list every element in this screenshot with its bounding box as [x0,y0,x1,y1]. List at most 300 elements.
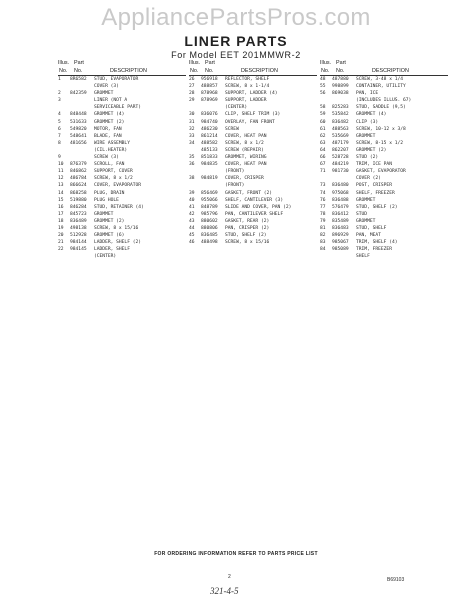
parts-row [320,119,452,126]
part-description: GASKET, FRONT (2) [225,190,273,196]
parts-row [189,140,321,147]
part-description: SHELF, CANTILEVER (3) [225,197,284,203]
parts-row [189,147,321,154]
part-number: 981730 [332,169,349,175]
part-number: 880602 [201,218,218,224]
part-header: Part [74,60,84,66]
illus-number: 82 [320,233,326,239]
parts-row [320,76,452,83]
part-description: SCREW, 8-15 x 1/2 [356,140,404,146]
part-number: 956918 [201,77,218,82]
illus-number: 30 [189,112,195,118]
part-number: 851833 [201,155,218,161]
part-description: GROMMET (2) [356,147,387,153]
part-number: 984145 [70,247,87,253]
column-header [58,60,190,76]
ordering-note: FOR ORDERING INFORMATION REFER TO PARTS PRICE LIST [154,551,318,557]
parts-row [320,246,452,253]
watermark: AppliancePartsPros.com [101,4,371,31]
illus-number: 44 [189,225,195,231]
parts-row [189,126,321,133]
part-no-header: No. [205,68,214,74]
part-number [70,83,94,90]
parts-row [189,175,321,182]
part-description: MOTOR, FAN [94,126,122,132]
part-description: SLIDE AND COVER, PAN (2) [225,204,292,210]
parts-row [320,161,452,168]
part-description: SUPPORT, LADDER [225,98,267,104]
part-description: LADDER, SHELF (2) [94,240,142,246]
illus-number: 73 [320,183,326,189]
part-number: 836483 [332,225,349,231]
part-number [332,253,356,260]
part-description: LADDER, SHELF [94,247,130,253]
parts-row [189,97,321,104]
part-number: 836076 [201,112,218,118]
illus-number: 35 [189,155,195,161]
part-description: (INCLUDES ILLUS. 67) [356,98,412,104]
illus-number: 1 [58,77,61,82]
part-description: PAN, CRISPER (2) [225,225,270,231]
part-number: 487880 [332,77,349,82]
part-number: 955066 [201,197,218,203]
part-description: PAN, CANTILEVER SHELF [225,211,284,217]
part-description: (FRONT) [225,169,245,175]
illus-number: 83 [320,240,326,246]
parts-row [320,190,452,197]
parts-row [58,204,190,211]
part-number: 984740 [201,119,218,125]
illus-no-header: No. [59,68,68,74]
illus-number: 15 [58,197,64,203]
part-description: GROMMET [356,197,376,203]
part-description: GROMMET (2) [94,218,125,224]
part-number [201,168,225,175]
part-number: 488498 [201,240,218,246]
part-description: SHELF [356,254,370,260]
parts-row [320,133,452,140]
part-number: 481656 [70,140,87,146]
illus-number: 56 [320,91,326,97]
illus-header: Illus. [320,60,332,66]
parts-row [320,175,452,182]
part-number: 985796 [201,211,218,217]
parts-row [320,147,452,154]
parts-row [320,204,452,211]
part-number: 878969 [201,98,218,104]
part-description: GROMMET [356,218,376,224]
illus-number: 28 [189,91,195,97]
parts-column-2 [189,60,321,246]
part-description: GROMMET [94,91,114,97]
illus-number: 29 [189,98,195,104]
part-no-header: No. [74,68,83,74]
parts-row [320,140,452,147]
part-number: 869038 [332,91,349,97]
part-description: SCREW, 8 x 1/2 [225,140,264,146]
part-number: 984144 [70,240,87,246]
part-number: 985089 [332,247,349,253]
illus-number: 46 [189,240,195,246]
part-number: 876379 [70,162,87,168]
part-description: CONTAINER, UTILITY [356,84,406,90]
part-description: SHELF, FREEZER [356,190,395,196]
parts-row [58,232,190,239]
illus-number: 26 [189,77,195,82]
part-number: 984835 [201,162,218,168]
illus-number: 77 [320,204,326,210]
parts-row [58,133,190,140]
part-header: Part [336,60,346,66]
illus-number: 19 [58,225,64,231]
part-number: 825283 [332,105,349,111]
part-description: TRIM, FREEZER [356,247,392,253]
parts-row [320,253,452,260]
part-description: SCREW (3) [94,155,119,161]
illus-number: 16 [58,204,64,210]
page-title: LINER PARTS [184,33,288,49]
part-number: 484219 [332,162,349,168]
illus-number: 79 [320,218,326,224]
parts-row [189,211,321,218]
parts-row [58,104,190,111]
part-description: SUPPORT, COVER [94,169,133,175]
part-number: 896929 [332,233,349,239]
illus-number [189,168,201,175]
part-number [70,253,94,260]
parts-row [58,154,190,161]
parts-row [189,83,321,90]
part-description: REFLECTOR, SHELF [225,77,270,82]
part-description: STUD, SHELF (2) [225,233,267,239]
rows [58,76,190,260]
description-header: DESCRIPTION [110,68,147,74]
part-description: TRIM, ICE PAN [356,162,392,168]
illus-number: 2 [58,91,61,97]
parts-row [58,225,190,232]
part-description: GROMMET (2) [94,119,125,125]
illus-number: 45 [189,233,195,239]
illus-number: 67 [320,162,326,168]
illus-number [58,83,70,90]
part-number [332,97,356,104]
part-description: COVER, EVAPORATOR [94,183,142,189]
part-header: Part [205,60,215,66]
parts-column-3 [320,60,452,260]
illus-number: 5 [58,119,61,125]
illus-number: 48 [320,77,326,82]
part-description: STUD, SHELF (2) [356,204,398,210]
parts-row [58,246,190,253]
part-number [70,154,94,161]
part-description: TRIM, SHELF (4) [356,240,398,246]
part-number: 846284 [70,204,87,210]
part-number: 878968 [201,91,218,97]
parts-row [189,239,321,246]
illus-number [58,253,70,260]
part-number: 868258 [70,190,87,196]
parts-row [189,161,321,168]
part-description: SCROLL, FAN [94,162,125,168]
part-description: SCREW, 3-48 x 1/4 [356,77,404,82]
part-description: GROMMET, WIRING [225,155,267,161]
part-description: (CENTER) [225,105,248,111]
column-header [320,60,452,76]
part-number: 548641 [70,133,87,139]
illus-no-header: No. [190,68,199,74]
parts-row [189,232,321,239]
part-description: GROMMET (4) [356,112,387,118]
part-number [201,104,225,111]
part-number: 842359 [70,91,87,97]
part-number [70,104,94,111]
illus-number: 76 [320,197,326,203]
part-description: POST, CRISPER [356,183,392,189]
illus-number: 18 [58,218,64,224]
part-description: BLADE, FAN [94,133,122,139]
parts-row [320,154,452,161]
parts-row [320,197,452,204]
part-number: 486784 [70,176,87,182]
model-subtitle: For Model EET 201MMWR-2 [171,50,301,60]
illus-number [58,104,70,111]
part-number: 836488 [332,197,349,203]
parts-row [189,218,321,225]
parts-row [189,225,321,232]
part-description: STUD, RETAINER (4) [94,204,144,210]
illus-number: 43 [189,218,195,224]
illus-number: 36 [189,162,195,168]
illus-number: 14 [58,190,64,196]
illus-number: 55 [320,84,326,90]
part-number: 984819 [201,176,218,182]
part-description: LINER (NOT A [94,98,128,104]
parts-row [320,211,452,218]
parts-row [320,232,452,239]
illus-number: 33 [189,133,195,139]
parts-row [189,111,321,118]
part-number: 487179 [332,140,349,146]
illus-number: 38 [189,176,195,182]
parts-row [189,168,321,175]
part-number: 836489 [70,218,87,224]
illus-number: 3 [58,98,61,104]
part-number [332,175,356,182]
part-description: PAN, ICE [356,91,379,97]
illus-number: 7 [58,133,61,139]
part-description: STUD [356,211,368,217]
illus-number: 34 [189,140,195,146]
part-description: PLUG, DRAIN [94,190,125,196]
parts-row [58,175,190,182]
part-number: 985067 [332,240,349,246]
part-description: SCREW, 10-12 x 3/8 [356,126,406,132]
rows [320,76,452,260]
part-description: SUPPORT, LADDER (4) [225,91,278,97]
part-description: GROMMET (6) [94,233,125,239]
part-number: 519880 [70,197,87,203]
part-description: (CIL.HEATER) [94,147,128,153]
part-description: GROMMET [94,211,114,217]
illus-no-header: No. [321,68,330,74]
parts-row [58,253,190,260]
parts-row [58,83,190,90]
illus-number [189,147,201,154]
part-description: SCREW, 8 x 15/16 [94,225,139,231]
part-description: SCREW, 8 x 15/16 [225,240,270,246]
illus-number [320,253,332,260]
part-description: SCREW (REPAIR) [225,147,264,153]
illus-number: 31 [189,119,195,125]
parts-row [189,133,321,140]
parts-row [189,76,321,83]
illus-number: 40 [189,197,195,203]
part-number: 488857 [201,84,218,90]
illus-number: 84 [320,247,326,253]
illus-number: 17 [58,211,64,217]
parts-row [189,190,321,197]
part-number: 848789 [201,204,218,210]
illus-number: 81 [320,225,326,231]
parts-row [58,211,190,218]
part-number: 836485 [201,233,218,239]
part-description: GASKET, EVAPORATOR [356,169,406,175]
parts-row [58,90,190,97]
parts-column-1 [58,60,190,260]
part-number: 485133 [201,147,218,153]
illus-number: 21 [58,240,64,246]
parts-row [58,119,190,126]
parts-row [58,190,190,197]
part-number: 998899 [332,84,349,90]
illus-number: 62 [320,133,326,139]
illus-number: 6 [58,126,61,132]
illus-number: 60 [320,119,326,125]
parts-row [320,225,452,232]
part-description: STUD, EVAPORATOR [94,77,139,82]
handwritten-note: 321-4-5 [210,586,239,596]
part-number: 975068 [332,190,349,196]
part-description: GROMMET (4) [94,112,125,118]
parts-row [58,140,190,147]
parts-row [58,168,190,175]
part-number: 535842 [332,112,349,118]
illus-number [58,147,70,154]
part-number: 836480 [332,183,349,189]
part-number: 856469 [201,190,218,196]
rows [189,76,321,246]
header-rule [320,75,448,76]
part-number: 488582 [201,140,218,146]
illus-number: 58 [320,105,326,111]
part-no-header: No. [336,68,345,74]
part-number: 549820 [70,126,87,132]
illus-number [189,104,201,111]
parts-row [320,90,452,97]
illus-number: 59 [320,112,326,118]
illus-number: 13 [58,183,64,189]
parts-row [58,111,190,118]
part-number: 880806 [201,225,218,231]
parts-row [58,97,190,104]
illus-number: 78 [320,211,326,217]
part-number [201,182,225,189]
parts-row [320,182,452,189]
part-description: COVER (2) [356,176,381,182]
part-description: COVER, CRISPER [225,176,264,182]
part-number: 836482 [332,119,349,125]
illus-number [320,175,332,182]
parts-row [189,204,321,211]
description-header: DESCRIPTION [241,68,278,74]
part-description: STUD, SHELF [356,225,387,231]
part-description: GROMMET [356,133,376,139]
parts-row [58,161,190,168]
parts-row [320,97,452,104]
part-number: 512928 [70,233,87,239]
parts-row [189,90,321,97]
parts-row [58,182,190,189]
parts-row [320,126,452,133]
part-number: 576479 [332,204,349,210]
parts-row [58,147,190,154]
part-number: 486230 [201,126,218,132]
part-description: CLIP (3) [356,119,379,125]
parts-row [320,111,452,118]
part-number: 862207 [332,147,349,153]
part-number [70,147,94,154]
parts-row [320,239,452,246]
part-number: 535669 [332,133,349,139]
header-rule [189,75,317,76]
parts-row [58,76,190,83]
illus-number [189,182,201,189]
illus-number: 32 [189,126,195,132]
illus-number: 42 [189,211,195,217]
illus-number: 27 [189,84,195,90]
parts-row [189,154,321,161]
part-description: (CENTER) [94,254,117,260]
parts-row [320,218,452,225]
part-description: CLIP, SHELF TRIM (3) [225,112,281,118]
header-rule [58,75,186,76]
illus-number: 63 [320,140,326,146]
part-description: (FRONT) [225,183,245,189]
part-description: SCREW, 8 x 1-1/4 [225,84,270,90]
illus-number: 66 [320,155,326,161]
parts-row [58,126,190,133]
column-header [189,60,321,76]
part-description: WIRE ASSEMBLY [94,140,130,146]
illus-number: 11 [58,169,64,175]
illus-number: 20 [58,233,64,239]
part-number: 845723 [70,211,87,217]
parts-row [320,168,452,175]
part-description: GASKET, REAR (2) [225,218,270,224]
part-description: PAN, MEAT [356,233,381,239]
parts-row [58,218,190,225]
part-description: PLUG HOLE [94,197,119,203]
illus-number: 41 [189,204,195,210]
part-number: 848448 [70,112,87,118]
part-number: 835489 [332,218,349,224]
part-description: STUD (2) [356,155,379,161]
illus-number: 61 [320,126,326,132]
part-number: 866624 [70,183,87,189]
part-description: COVER, HEAT PAN [225,133,267,139]
part-number: 8R6582 [70,77,87,82]
parts-row [58,197,190,204]
